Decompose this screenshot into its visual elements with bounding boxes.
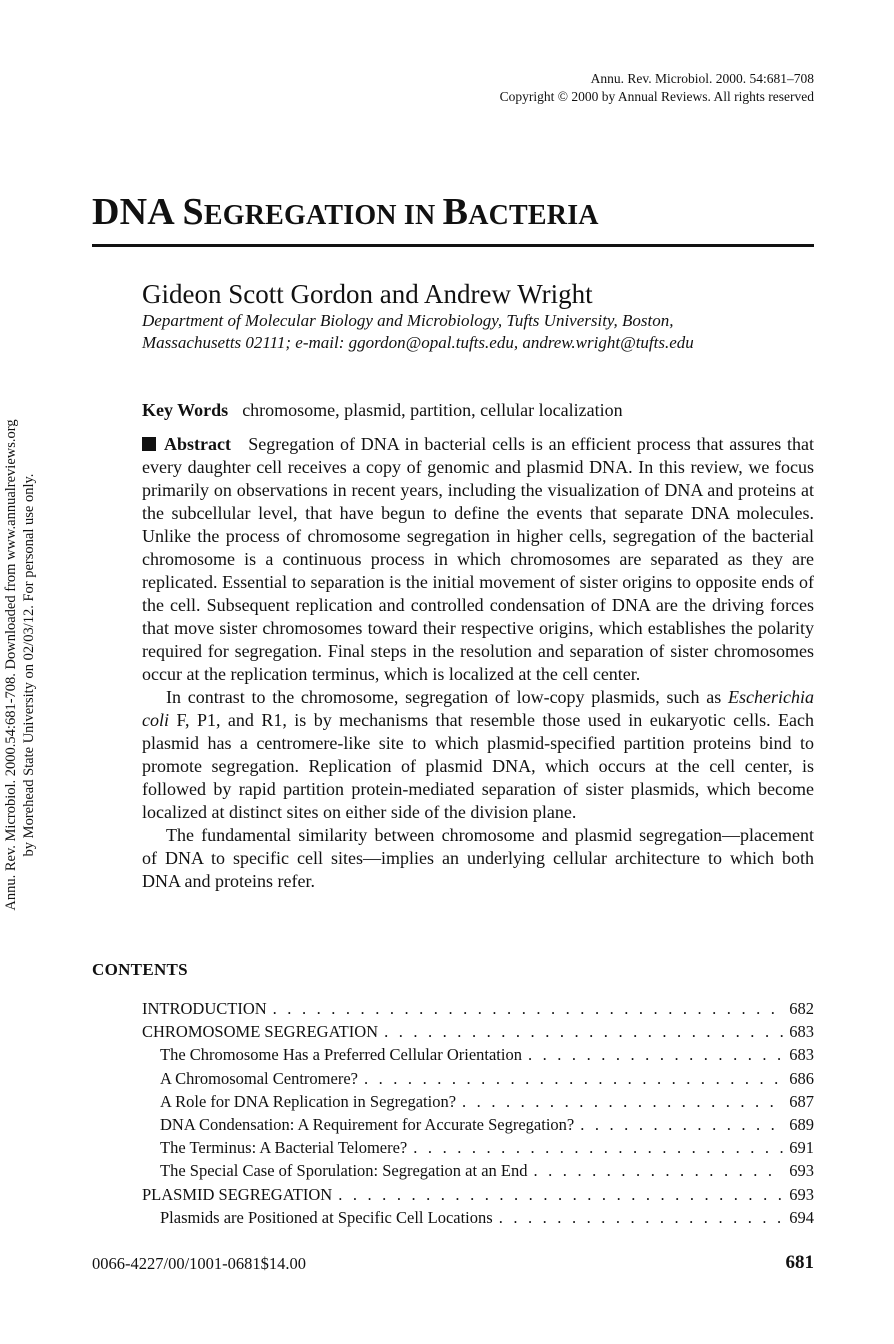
toc-leader [338,1183,783,1206]
toc-entry[interactable] [142,1206,814,1229]
keywords-label: Key Words [142,400,229,420]
toc-entry-title: Plasmids are Positioned at Specific Cell Locations [160,1207,493,1227]
toc-entry[interactable] [142,997,814,1020]
affiliation-line2: Massachusetts 02111; e-mail: ggordon@opal.tufts.edu, andrew.wright@tufts.edu [142,333,694,352]
toc-entry[interactable] [142,1159,814,1182]
toc-entry-page: 683 [789,1022,814,1042]
toc-entry-title: The Special Case of Sporulation: Segregation at an End [160,1161,528,1181]
toc-leader [413,1136,783,1159]
toc-entry-page: 682 [789,999,814,1018]
toc-entry-page: 693 [789,1161,814,1181]
square-bullet-icon [142,437,156,451]
abstract-text-2a: In contrast to the chromosome, segregation of low-copy plasmids, such as [166,687,729,707]
toc-entry-title: A Chromosomal Centromere? [160,1068,358,1088]
title-part: EGREGATION IN [203,200,443,231]
toc-leader [462,1090,783,1113]
page-number: 681 [785,1252,814,1273]
toc-leader [384,1020,783,1043]
title-part: ACTERIA [468,200,599,231]
title-part: B [442,191,469,233]
journal-citation: Annu. Rev. Microbiol. 2000. 54:681–708 [590,71,814,86]
toc-leader [528,1043,783,1066]
toc-entry[interactable] [142,1090,814,1113]
toc-entry-title: A Role for DNA Replication in Segregation? [160,1091,457,1111]
abstract-text-1: Segregation of DNA in bacterial cells is an efficient process that assures that every daughter cell receives a copy of genomic and plasmid DNA. In this review, we focus primarily on observations in recent years, including the visualization of DNA and proteins at the subcellular level, that have begun to define the events that separate DNA molecules. Unlike the process of chromosome segregation in higher cells, segregation of the bacterial chromosome is a continuous process in which chromosomes are separated as they are replicated. Essential to separation is the initial movement of sister origins to opposite ends of the cell. Subsequent replication and controlled condensation of DNA are the driving forces that move sister chromosomes toward their respective origins, which establishes the polarity required for segregation. Final steps in the resolution and separation of sister chromosomes occur at the replication terminus, which is localized at the cell center. [142,434,815,684]
abstract-text-2b: F, P1, and R1, is by mechanisms that resemble those used in eukaryotic cells. Each plasmid has a centromere-like site to which plasmid-specified partition proteins bind to promote segregation. Replication of plasmid DNA, which occurs at the cell center, is followed by rapid partition protein-mediated separation of sister plasmids, which become localized at distinct sites on either side of the division plane. [142,710,814,822]
toc-leader [534,1159,784,1182]
journal-header [500,70,814,106]
abstract-label: Abstract [164,434,231,454]
toc-entry-page: 687 [789,1091,814,1111]
download-notice-line2: by Morehead State University on 02/03/12. For personal use only. [21,473,37,857]
abstract [142,433,814,893]
table-of-contents [142,997,814,1229]
toc-entry[interactable] [142,1136,814,1159]
toc-entry[interactable] [142,1113,814,1136]
toc-leader [273,997,784,1020]
toc-entry-title: The Chromosome Has a Preferred Cellular Orientation [160,1045,522,1065]
abstract-paragraph-2 [142,686,814,824]
toc-leader [499,1206,784,1229]
toc-entry[interactable] [142,1043,814,1066]
toc-entry-title: DNA Condensation: A Requirement for Accurate Segregation? [160,1115,575,1135]
contents-heading: CONTENTS [92,960,188,979]
toc-entry[interactable] [142,1183,814,1206]
toc-leader [580,1113,783,1136]
species-name: Escherichia coli [142,687,814,730]
toc-entry-page: 683 [789,1045,814,1065]
toc-entry-title: INTRODUCTION [142,999,267,1018]
article-code: 0066-4227/00/1001-0681$14.00 [92,1254,307,1273]
toc-entry[interactable] [142,1067,814,1090]
toc-entry-page: 689 [789,1115,814,1135]
toc-entry[interactable] [142,1020,814,1043]
authors: Gideon Scott Gordon and Andrew Wright [142,279,593,309]
toc-entry-title: CHROMOSOME SEGREGATION [142,1022,379,1042]
toc-entry-page: 693 [789,1184,814,1204]
affiliation-line1: Department of Molecular Biology and Microbiology, Tufts University, Boston, [142,311,674,330]
toc-entry-page: 691 [789,1138,814,1158]
toc-entry-title: The Terminus: A Bacterial Telomere? [160,1138,408,1158]
keywords-text: chromosome, plasmid, partition, cellular localization [242,400,623,420]
abstract-paragraph-3: The fundamental similarity between chromosome and plasmid segregation—placement of DNA to specific cell sites—implies an underlying cellular architecture to which both DNA and proteins refer. [142,825,814,891]
affiliation [142,310,814,354]
toc-leader [364,1067,783,1090]
title-part: DNA S [92,191,204,233]
download-notice [2,375,38,955]
toc-entry-page: 686 [789,1068,814,1088]
article-title [92,190,814,247]
keywords [142,398,623,422]
abstract-paragraph-1 [142,433,814,686]
toc-entry-page: 694 [789,1207,814,1227]
journal-copyright: Copyright © 2000 by Annual Reviews. All rights reserved [499,89,814,104]
download-notice-line1: Annu. Rev. Microbiol. 2000.54:681-708. Downloaded from www.annualreviews.org [3,419,19,911]
toc-entry-title: PLASMID SEGREGATION [142,1184,333,1204]
